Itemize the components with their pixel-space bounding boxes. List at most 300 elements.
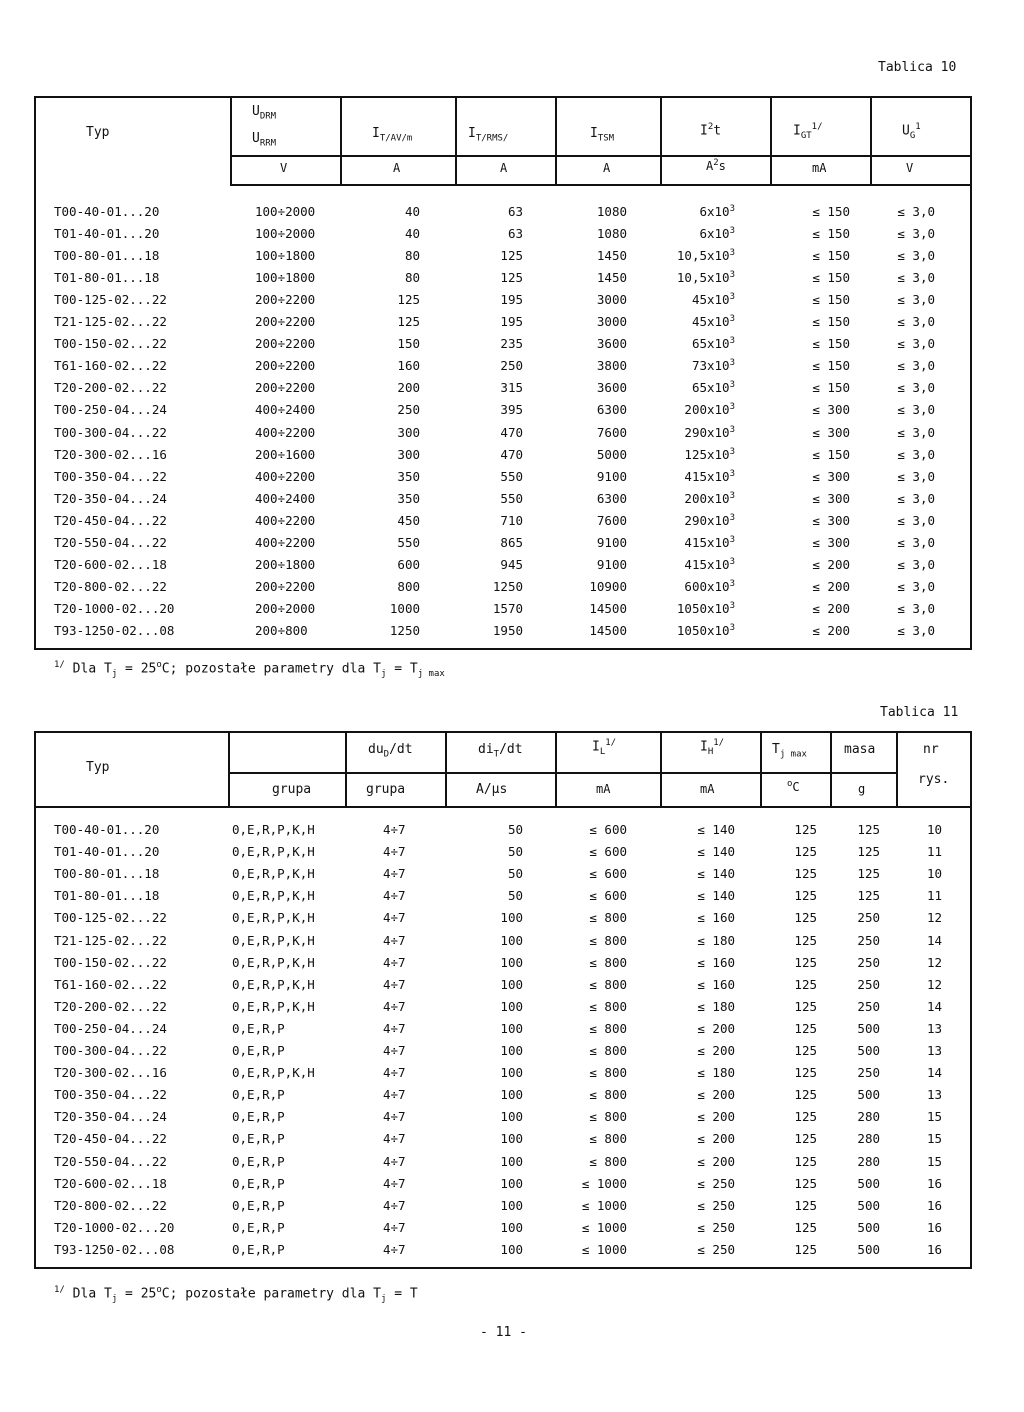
t10-cell-itrms: 250 [500,358,523,374]
t11-cell-dit: 100 [500,1219,523,1235]
t10-cell-itrms: 195 [500,292,523,308]
t11-header-il-unit: mA [596,782,611,796]
table-11-col-sep [345,731,347,808]
t11-cell-nr: 12 [926,976,942,992]
le-symbol: ≤ [589,866,605,882]
t10-cell-igt: ≤ 150 [812,204,850,219]
t10-unit-ma: mA [812,161,827,175]
t11-cell-tj: 125 [794,954,817,970]
t10-cell-u: 200÷2200 [255,578,316,594]
t11-cell-grupa: 0,E,R,P [232,1153,285,1169]
t10-cell-i2t: $600x10^3$ [684,578,735,594]
le-symbol: ≤ [697,1153,713,1169]
t11-cell-dit: 100 [500,1175,523,1191]
le-symbol: ≤ [581,1197,597,1213]
t11-cell-dit: 100 [500,1241,523,1257]
t11-cell-masa: 500 [857,1219,880,1235]
t10-cell-igt: ≤ 200 [812,600,850,616]
t11-cell-masa: 500 [857,1197,880,1213]
t10-cell-u: 400÷2400 [255,402,316,418]
t10-cell-itsm: 14500 [589,622,627,638]
t10-cell-i2t: $1050x10^3$ [676,622,735,639]
t10-cell-igt: ≤ 200 [812,622,850,638]
table-11-col-sep [830,731,832,808]
t11-header-tj: $T_{j max}$ [772,742,807,760]
table-11-col-sep [660,731,662,808]
le-symbol: ≤ [589,1065,605,1081]
t11-cell-masa: 125 [857,888,880,904]
le-symbol: ≤ [812,358,828,374]
t11-cell-tj: 125 [794,844,817,860]
t10-cell-typ: T20-200-02...22 [54,380,167,396]
t11-header-rys: rys. [918,772,950,787]
le-symbol: ≤ [812,292,828,308]
t11-cell-tj: 125 [794,1175,817,1191]
t11-cell-tj: 125 [794,822,817,837]
le-symbol: ≤ [897,402,913,418]
t11-cell-grupa: 0,E,R,P [232,1087,285,1103]
t10-cell-itsm: 1450 [596,270,627,286]
t10-cell-itav: 300 [397,446,420,462]
t11-cell-grupa: 0,E,R,P,K,H [232,888,315,904]
t11-cell-ih: ≤ 160 [697,976,735,992]
t10-cell-i2t: $290x10^3$ [684,512,735,528]
t10-header-i2t: $I^2t$ [700,122,722,139]
t10-cell-igt: ≤ 300 [812,490,850,506]
t11-cell-grupa: 0,E,R,P,K,H [232,910,315,926]
t10-unit-a3: A [603,161,611,175]
t10-cell-typ: T00-300-04...22 [54,424,167,440]
t11-cell-masa: 125 [857,822,880,837]
t11-cell-tj: 125 [794,1219,817,1235]
le-symbol: ≤ [897,512,913,528]
table-10-col-sep [660,96,662,186]
t11-cell-il: ≤ 800 [589,998,627,1014]
t10-cell-itsm: 3600 [596,336,627,352]
t11-cell-il: ≤ 800 [589,1153,627,1169]
t10-cell-itav: 800 [397,578,420,594]
t10-header-udrm: $U_{DRM}$ [252,104,277,122]
t10-cell-ug: ≤ 3,0 [897,204,935,219]
t11-cell-nr: 12 [926,954,942,970]
t10-cell-itsm: 1080 [596,204,627,219]
t11-cell-tj: 125 [794,1087,817,1103]
page-number: - 11 - [480,1325,527,1340]
t10-cell-igt: ≤ 300 [812,512,850,528]
t10-header-ug: $U_G^1$ [902,122,921,141]
t11-cell-grupa: 0,E,R,P,K,H [232,976,315,992]
t10-cell-igt: ≤ 150 [812,380,850,396]
t10-cell-itrms: 550 [500,468,523,484]
t10-header-typ: Typ [86,125,110,140]
t11-cell-masa: 280 [857,1153,880,1169]
t11-cell-il: ≤ 800 [589,954,627,970]
t10-cell-itrms: 315 [500,380,523,396]
t10-cell-i2t: $45x10^3$ [691,314,735,330]
t11-cell-dud: 4÷7 [383,1065,406,1081]
t10-cell-ug: ≤ 3,0 [897,512,935,528]
t11-cell-typ: T00-250-04...24 [54,1020,167,1036]
t10-cell-igt: ≤ 200 [812,556,850,572]
t11-cell-il: ≤ 800 [589,1109,627,1125]
t11-cell-dud: 4÷7 [383,1175,406,1191]
t10-cell-typ: T01-80-01...18 [54,270,160,286]
t10-cell-ug: ≤ 3,0 [897,292,935,308]
le-symbol: ≤ [897,578,913,594]
t10-cell-ug: ≤ 3,0 [897,314,935,330]
t10-unit-v1: V [280,161,288,175]
t11-cell-ih: ≤ 250 [697,1219,735,1235]
t11-cell-il: ≤ 800 [589,976,627,992]
t10-cell-igt: ≤ 150 [812,358,850,374]
t11-cell-ih: ≤ 180 [697,932,735,948]
t10-cell-u: 200÷2200 [255,380,316,396]
t11-header-ih-unit: mA [700,782,715,796]
t10-cell-ug: ≤ 3,0 [897,358,935,374]
table-11-col-sep [760,731,762,808]
t10-cell-itav: 450 [397,512,420,528]
le-symbol: ≤ [897,314,913,330]
t11-cell-dud: 4÷7 [383,976,406,992]
t11-cell-typ: T20-350-04...24 [54,1109,167,1125]
t10-cell-itav: 1250 [389,622,420,638]
t11-cell-dud: 4÷7 [383,888,406,904]
t10-cell-typ: T00-250-04...24 [54,402,167,418]
le-symbol: ≤ [697,954,713,970]
t11-cell-il: ≤ 600 [589,888,627,904]
t11-cell-grupa: 0,E,R,P [232,1219,285,1235]
t11-cell-ih: ≤ 200 [697,1087,735,1103]
le-symbol: ≤ [697,1219,713,1235]
le-symbol: ≤ [897,424,913,440]
t11-cell-nr: 13 [926,1087,942,1103]
t11-cell-typ: T00-300-04...22 [54,1043,167,1058]
t10-cell-i2t: $65x10^3$ [691,380,735,396]
t11-cell-nr: 14 [926,1065,942,1081]
t11-cell-il: ≤ 800 [589,1087,627,1103]
t11-cell-typ: T00-350-04...22 [54,1087,167,1103]
t10-cell-itsm: 7600 [596,512,627,528]
t10-cell-ug: ≤ 3,0 [897,534,935,550]
le-symbol: ≤ [697,822,713,837]
t11-header-dud: $du_D/dt$ [368,742,413,760]
t11-cell-nr: 13 [926,1043,942,1058]
le-symbol: ≤ [812,226,828,242]
t10-cell-i2t: $6x10^3$ [699,204,735,220]
t10-cell-typ: T00-150-02...22 [54,336,167,352]
le-symbol: ≤ [589,1020,605,1036]
t11-cell-tj: 125 [794,866,817,882]
le-symbol: ≤ [589,1153,605,1169]
le-symbol: ≤ [697,844,713,860]
t11-cell-dit: 100 [500,1065,523,1081]
le-symbol: ≤ [589,998,605,1014]
t10-cell-u: 200÷1800 [255,556,316,572]
t11-cell-dud: 4÷7 [383,1109,406,1125]
t10-cell-typ: T20-450-04...22 [54,512,167,528]
t11-cell-tj: 125 [794,976,817,992]
t10-cell-itav: 1000 [389,600,420,616]
t10-cell-itsm: 14500 [589,600,627,616]
t10-cell-i2t: $6x10^3$ [699,226,735,242]
t11-cell-typ: T20-300-02...16 [54,1065,167,1081]
t11-cell-nr: 15 [926,1109,942,1125]
t11-cell-nr: 16 [926,1241,942,1257]
t10-cell-typ: T00-125-02...22 [54,292,167,308]
t10-unit-v2: V [906,161,914,175]
t11-cell-dit: 100 [500,1043,523,1058]
le-symbol: ≤ [812,380,828,396]
table-10-col-sep [870,96,872,186]
t11-cell-grupa: 0,E,R,P,K,H [232,954,315,970]
le-symbol: ≤ [697,910,713,926]
t11-cell-dit: 50 [507,888,523,904]
t10-cell-itav: 125 [397,314,420,330]
t10-cell-i2t: $10,5x10^3$ [676,248,735,264]
t10-cell-igt: ≤ 150 [812,248,850,264]
t10-cell-itrms: 1950 [492,622,523,638]
le-symbol: ≤ [589,1131,605,1147]
le-symbol: ≤ [812,578,828,594]
t11-cell-nr: 16 [926,1219,942,1235]
t11-cell-grupa: 0,E,R,P [232,1131,285,1147]
t10-cell-itrms: 195 [500,314,523,330]
t10-cell-itav: 550 [397,534,420,550]
t11-cell-dit: 100 [500,1109,523,1125]
t11-cell-ih: ≤ 160 [697,910,735,926]
t11-header-il: $I_L^{1/}$ [592,738,617,757]
t10-cell-ug: ≤ 3,0 [897,380,935,396]
t11-cell-tj: 125 [794,1043,817,1058]
t11-cell-dit: 50 [507,844,523,860]
t10-cell-igt: ≤ 150 [812,226,850,242]
t11-cell-il: ≤ 800 [589,1131,627,1147]
t11-cell-dud: 4÷7 [383,1197,406,1213]
le-symbol: ≤ [697,1131,713,1147]
t10-cell-itrms: 235 [500,336,523,352]
t11-cell-nr: 11 [926,888,942,904]
t10-cell-typ: T21-125-02...22 [54,314,167,330]
le-symbol: ≤ [697,888,713,904]
t11-cell-tj: 125 [794,1241,817,1257]
t10-cell-ug: ≤ 3,0 [897,578,935,594]
t10-cell-itav: 200 [397,380,420,396]
t10-cell-i2t: $65x10^3$ [691,336,735,352]
t11-cell-nr: 15 [926,1131,942,1147]
t11-cell-ih: ≤ 140 [697,888,735,904]
t10-cell-ug: ≤ 3,0 [897,248,935,264]
le-symbol: ≤ [897,204,913,219]
t10-cell-igt: ≤ 150 [812,336,850,352]
table-10-col-sep [770,96,772,186]
t11-cell-ih: ≤ 250 [697,1197,735,1213]
le-symbol: ≤ [897,468,913,484]
le-symbol: ≤ [897,490,913,506]
t11-cell-masa: 500 [857,1020,880,1036]
le-symbol: ≤ [812,490,828,506]
t11-cell-tj: 125 [794,888,817,904]
t11-cell-typ: T00-40-01...20 [54,822,160,837]
t11-cell-dit: 100 [500,1020,523,1036]
t10-cell-itrms: 395 [500,402,523,418]
table-11-caption: Tablica 11 [880,705,959,720]
t11-cell-nr: 11 [926,844,942,860]
le-symbol: ≤ [697,932,713,948]
t10-cell-itsm: 3000 [596,314,627,330]
t11-header-ih: $I_H^{1/}$ [700,738,725,757]
t10-cell-i2t: $290x10^3$ [684,424,735,440]
t11-cell-ih: ≤ 200 [697,1131,735,1147]
t11-header-grupa1: grupa [272,782,312,797]
t10-cell-ug: ≤ 3,0 [897,600,935,616]
le-symbol: ≤ [812,204,828,219]
t10-header-itav: $I_{T/AV/m}$ [372,126,413,144]
t11-cell-il: ≤ 800 [589,910,627,926]
t10-cell-i2t: $10,5x10^3$ [676,270,735,286]
t11-cell-tj: 125 [794,1065,817,1081]
t10-unit-a2s: $A^2s$ [706,158,726,173]
t11-cell-dud: 4÷7 [383,1153,406,1169]
le-symbol: ≤ [897,248,913,264]
table-11-col-sep [555,731,557,808]
table-10-col-sep [555,96,557,186]
t10-cell-igt: ≤ 150 [812,292,850,308]
t10-cell-itrms: 470 [500,446,523,462]
t10-cell-itsm: 10900 [589,578,627,594]
t10-cell-typ: T93-1250-02...08 [54,622,175,638]
t10-cell-itsm: 5000 [596,446,627,462]
t11-cell-il: ≤ 1000 [581,1175,627,1191]
t10-cell-igt: ≤ 300 [812,534,850,550]
t11-cell-ih: ≤ 200 [697,1043,735,1058]
le-symbol: ≤ [697,1043,713,1058]
t10-cell-itsm: 9100 [596,556,627,572]
le-symbol: ≤ [697,1175,713,1191]
t11-cell-nr: 10 [926,866,942,882]
t11-cell-il: ≤ 600 [589,822,627,837]
t10-cell-igt: ≤ 300 [812,468,850,484]
t11-header-typ: Typ [86,760,110,775]
table-10-col-sep [340,96,342,186]
le-symbol: ≤ [897,226,913,242]
t11-cell-typ: T20-1000-02...20 [54,1219,175,1235]
t11-cell-nr: 16 [926,1175,942,1191]
le-symbol: ≤ [812,424,828,440]
le-symbol: ≤ [589,932,605,948]
le-symbol: ≤ [812,556,828,572]
t11-cell-typ: T20-600-02...18 [54,1175,167,1191]
t11-cell-dud: 4÷7 [383,1131,406,1147]
t10-cell-itsm: 7600 [596,424,627,440]
t10-cell-itav: 125 [397,292,420,308]
t10-cell-itav: 40 [404,226,420,242]
le-symbol: ≤ [897,556,913,572]
t11-cell-il: ≤ 1000 [581,1197,627,1213]
t11-footnote: $^{1/}$ Dla $T_j = 25^oC$; pozostałe parametry dla $T_j = T$ [54,1285,418,1304]
le-symbol: ≤ [589,910,605,926]
t11-cell-ih: ≤ 200 [697,1109,735,1125]
t10-cell-ug: ≤ 3,0 [897,556,935,572]
t11-cell-dud: 4÷7 [383,954,406,970]
le-symbol: ≤ [812,336,828,352]
t11-header-masa: masa [844,742,876,757]
t11-cell-typ: T00-150-02...22 [54,954,167,970]
t11-cell-ih: ≤ 160 [697,954,735,970]
t11-cell-typ: T93-1250-02...08 [54,1241,175,1257]
le-symbol: ≤ [812,512,828,528]
t10-cell-itsm: 9100 [596,468,627,484]
le-symbol: ≤ [589,1043,605,1058]
t10-cell-itsm: 1450 [596,248,627,264]
t11-cell-nr: 13 [926,1020,942,1036]
t11-cell-typ: T20-450-04...22 [54,1131,167,1147]
t10-cell-i2t: $1050x10^3$ [676,600,735,617]
t11-cell-grupa: 0,E,R,P,K,H [232,866,315,882]
le-symbol: ≤ [581,1241,597,1257]
t11-cell-dit: 100 [500,1197,523,1213]
t11-cell-masa: 500 [857,1043,880,1058]
t11-cell-dit: 100 [500,976,523,992]
le-symbol: ≤ [589,1087,605,1103]
t10-cell-ug: ≤ 3,0 [897,270,935,286]
t10-cell-ug: ≤ 3,0 [897,490,935,506]
le-symbol: ≤ [697,1197,713,1213]
t11-cell-grupa: 0,E,R,P,K,H [232,998,315,1014]
le-symbol: ≤ [697,866,713,882]
t11-cell-tj: 125 [794,910,817,926]
t11-cell-masa: 250 [857,1065,880,1081]
t11-cell-il: ≤ 1000 [581,1241,627,1257]
table-11-col-sep [445,731,447,808]
le-symbol: ≤ [697,1109,713,1125]
t10-header-igt: $I_{GT}^{1/}$ [793,122,823,141]
le-symbol: ≤ [697,998,713,1014]
t10-cell-u: 200÷2200 [255,292,316,308]
t11-cell-typ: T00-125-02...22 [54,910,167,926]
table-10-col-sep [230,96,232,186]
t10-cell-itrms: 470 [500,424,523,440]
t11-cell-il: ≤ 1000 [581,1219,627,1235]
t10-cell-igt: ≤ 200 [812,578,850,594]
t10-cell-itav: 600 [397,556,420,572]
t10-cell-itav: 350 [397,468,420,484]
le-symbol: ≤ [897,622,913,638]
t10-cell-itsm: 6300 [596,490,627,506]
t11-cell-typ: T01-40-01...20 [54,844,160,860]
t11-cell-masa: 500 [857,1175,880,1191]
t10-cell-u: 100÷2000 [255,226,316,242]
t10-cell-itsm: 3000 [596,292,627,308]
t11-cell-grupa: 0,E,R,P [232,1020,285,1036]
t11-cell-typ: T00-80-01...18 [54,866,160,882]
t10-unit-a2: A [500,161,508,175]
t10-cell-itrms: 125 [500,248,523,264]
t11-cell-il: ≤ 800 [589,1043,627,1058]
table-11-col-sep [896,731,898,808]
le-symbol: ≤ [812,622,828,638]
t11-cell-dud: 4÷7 [383,1020,406,1036]
t11-cell-grupa: 0,E,R,P,K,H [232,1065,315,1081]
t10-cell-ug: ≤ 3,0 [897,468,935,484]
t11-cell-masa: 500 [857,1087,880,1103]
le-symbol: ≤ [812,402,828,418]
t11-cell-ih: ≤ 180 [697,998,735,1014]
t11-cell-nr: 10 [926,822,942,837]
le-symbol: ≤ [812,270,828,286]
table-11-col-sep [228,731,230,808]
t11-cell-dud: 4÷7 [383,1241,406,1257]
le-symbol: ≤ [812,468,828,484]
